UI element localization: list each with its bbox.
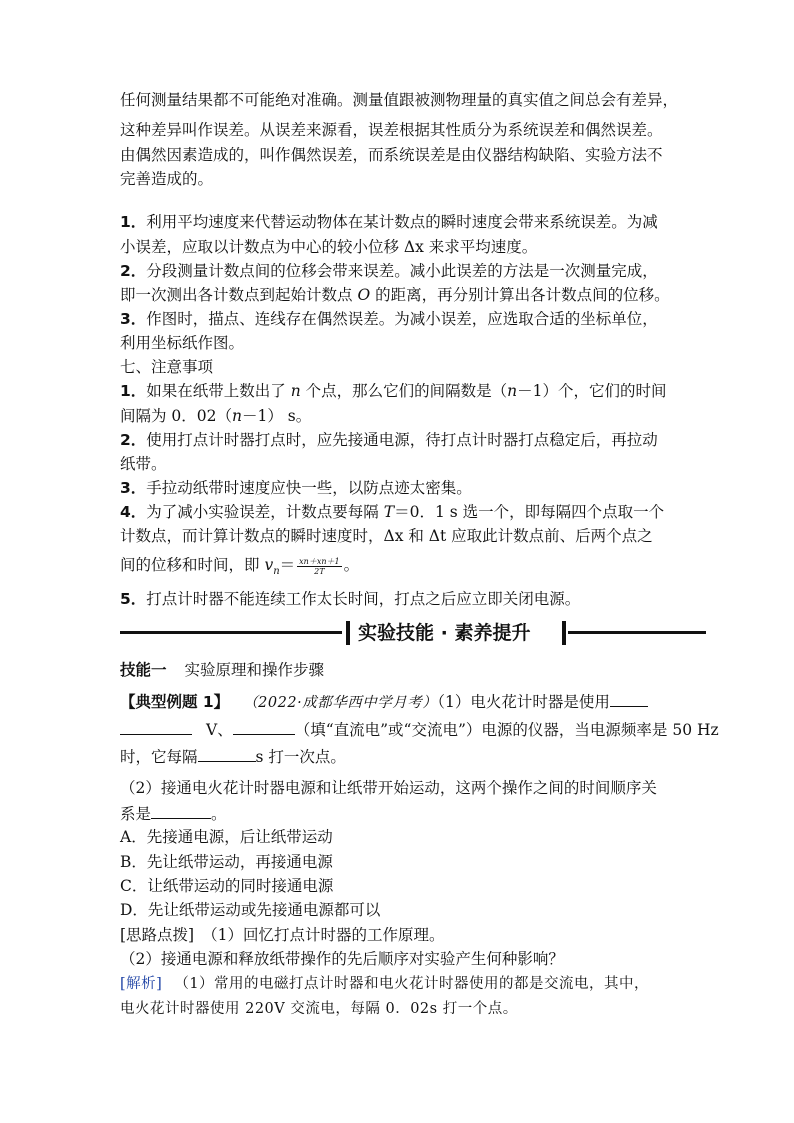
hint-line-1: [120, 924, 444, 946]
item-number: 2．: [120, 431, 147, 449]
subscript-n: n: [273, 566, 280, 578]
item-number: 4．: [120, 503, 147, 521]
question-2-line-1: （2）接通电火花计时器电源和让纸带开始运动，这两个操作之间的时间顺序关: [120, 779, 657, 797]
hint-text: （1）回忆打点计时器的工作原理。: [202, 926, 445, 944]
question-2-line-2: [120, 802, 227, 825]
answer-blank-3[interactable]: [198, 745, 256, 762]
note-4-line-2: 计数点，而计算计数点的瞬时速度时，Δx 和 Δt 应取此计数点前、后两个点之: [120, 527, 653, 545]
item-text: 。: [343, 556, 360, 574]
item-text: 即一次测出各计数点到起始计数点: [120, 286, 358, 304]
answer-text: （1）常用的电磁打点计时器和电火花计时器使用的都是交流电，其中，: [174, 976, 650, 992]
variable-n: n: [290, 382, 301, 400]
item-number: 3．: [120, 310, 147, 328]
example-line-3: [120, 745, 346, 768]
question-text: （1）电火花计时器是使用: [437, 693, 610, 711]
note-4-line-3: [120, 554, 359, 583]
question-text: 时，它每隔: [120, 748, 198, 766]
answer-blank-4[interactable]: [151, 802, 211, 819]
error-item-3-line-2: 利用坐标纸作图。: [120, 334, 245, 352]
example-source: （2022·成都华西中学月考）: [243, 695, 438, 711]
item-text: －1） s。: [242, 407, 312, 425]
option-b: B．先让纸带运动，再接通电源: [120, 853, 333, 871]
example-line-2: [120, 718, 719, 741]
fraction-denominator: 2T: [314, 566, 325, 576]
item-text: 打点计时器不能连续工作太长时间，打点之后应立即关闭电源。: [146, 590, 581, 608]
question-text: 。: [211, 805, 227, 823]
item-number: 2．: [120, 262, 147, 280]
item-text: 分段测量计数点间的位移会带来误差。减小此误差的方法是一次测量完成，: [146, 262, 658, 280]
intro-line-4: 完善造成的。: [120, 170, 214, 188]
question-text: V、: [206, 721, 233, 739]
velocity-fraction: [297, 557, 341, 576]
note-1-line-1: [120, 380, 667, 402]
banner-bar-left: [346, 621, 350, 645]
error-item-2-line-1: [120, 260, 658, 282]
variable-n: n: [232, 407, 242, 425]
item-text: 间隔为 0．02（: [120, 407, 233, 425]
intro-line-2: 这种差异叫作误差。从误差来源看，误差根据其性质分为系统误差和偶然误差。: [120, 121, 663, 139]
notes-heading: 七、注意事项: [120, 358, 214, 376]
option-c: C．让纸带运动的同时接通电源: [120, 877, 334, 895]
equals-sign: ＝: [279, 556, 296, 574]
question-text: 系是: [120, 805, 152, 823]
note-2-line-1: [120, 429, 658, 451]
hint-line-2: （2）接通电源和释放纸带操作的先后顺序对实验产生何种影响？: [120, 950, 564, 968]
banner-rule-right: [568, 631, 706, 634]
item-text: 个点，那么它们的间隔数是（: [300, 382, 508, 400]
error-item-1-line-2: 小误差，应取以计数点为中心的较小位移 Δx 来求平均速度。: [120, 238, 538, 256]
option-a: A．先接通电源，后让纸带运动: [120, 828, 333, 846]
note-1-line-2: [120, 405, 311, 427]
example-line-1: [120, 690, 648, 714]
error-item-1-line-1: [120, 211, 658, 233]
variable-v: v: [264, 556, 274, 574]
note-2-line-2: 纸带。: [120, 455, 167, 473]
answer-blank-2[interactable]: [233, 718, 295, 735]
variable-o: O: [357, 286, 371, 304]
variable-t: T: [383, 503, 395, 521]
intro-line-1: 任何测量结果都不可能绝对准确。测量值跟被测物理量的真实值之间总会有差异，: [120, 91, 679, 109]
item-text: 间的位移和时间，即: [120, 556, 265, 574]
item-text: 利用平均速度来代替运动物体在某计数点的瞬时速度会带来系统误差。为减: [146, 213, 658, 231]
note-5: [120, 588, 580, 610]
hint-tag: [思路点拨]: [120, 926, 195, 944]
skill-title: 实验原理和操作步骤: [184, 661, 325, 679]
banner-bar-right: [562, 621, 566, 645]
item-text: 如果在纸带上数出了: [146, 382, 291, 400]
example-tag: 【典型例题 1】: [120, 693, 230, 711]
item-text: 作图时，描点、连线存在偶然误差。为减小误差，应选取合适的坐标单位，: [146, 310, 658, 328]
option-d: D．先让纸带运动或先接通电源都可以: [120, 901, 381, 919]
section-title: 实验技能 · 素养提升: [358, 622, 531, 644]
error-item-3-line-1: [120, 308, 658, 330]
item-number: 3．: [120, 479, 147, 497]
section-banner: [120, 616, 706, 650]
error-item-2-line-2: [120, 284, 670, 306]
note-3: [120, 477, 472, 499]
item-number: 1．: [120, 213, 147, 231]
item-number: 5．: [120, 590, 147, 608]
answer-blank-1[interactable]: [610, 690, 648, 707]
intro-line-3: 由偶然因素造成的，叫作偶然误差，而系统误差是由仪器结构缺陷、实验方法不: [120, 146, 663, 164]
banner-rule-left: [120, 631, 342, 634]
item-text: 使用打点计时器打点时，应先接通电源，待打点计时器打点稳定后，再拉动: [146, 431, 658, 449]
answer-line-2: 电火花计时器使用 220V 交流电，每隔 0．02s 打一个点。: [120, 1001, 518, 1017]
variable-n: n: [507, 382, 518, 400]
note-4-line-1: [120, 501, 664, 523]
skill-label: 技能一: [120, 661, 167, 679]
item-text: 的距离，再分别计算出各计数点间的位移。: [370, 286, 670, 304]
question-text: s 打一次点。: [255, 748, 346, 766]
item-number: 1．: [120, 382, 147, 400]
item-text: 为了减小实验误差，计数点要每隔: [146, 503, 384, 521]
fraction-numerator: xn＋xn＋1: [299, 556, 340, 566]
skill-heading: [120, 659, 324, 681]
answer-blank-0[interactable]: [120, 718, 192, 735]
answer-line-1: [120, 973, 649, 995]
question-text: （填“直流电”或“交流电”）电源的仪器，当电源频率是 50 Hz: [294, 721, 719, 739]
item-text: －1）个，它们的时间: [517, 382, 667, 400]
item-text: 手拉动纸带时速度应快一些，以防点迹太密集。: [146, 479, 472, 497]
item-text: ＝0．1 s 选一个，即每隔四个点取一个: [394, 503, 665, 521]
answer-tag: [解析]: [120, 976, 163, 992]
